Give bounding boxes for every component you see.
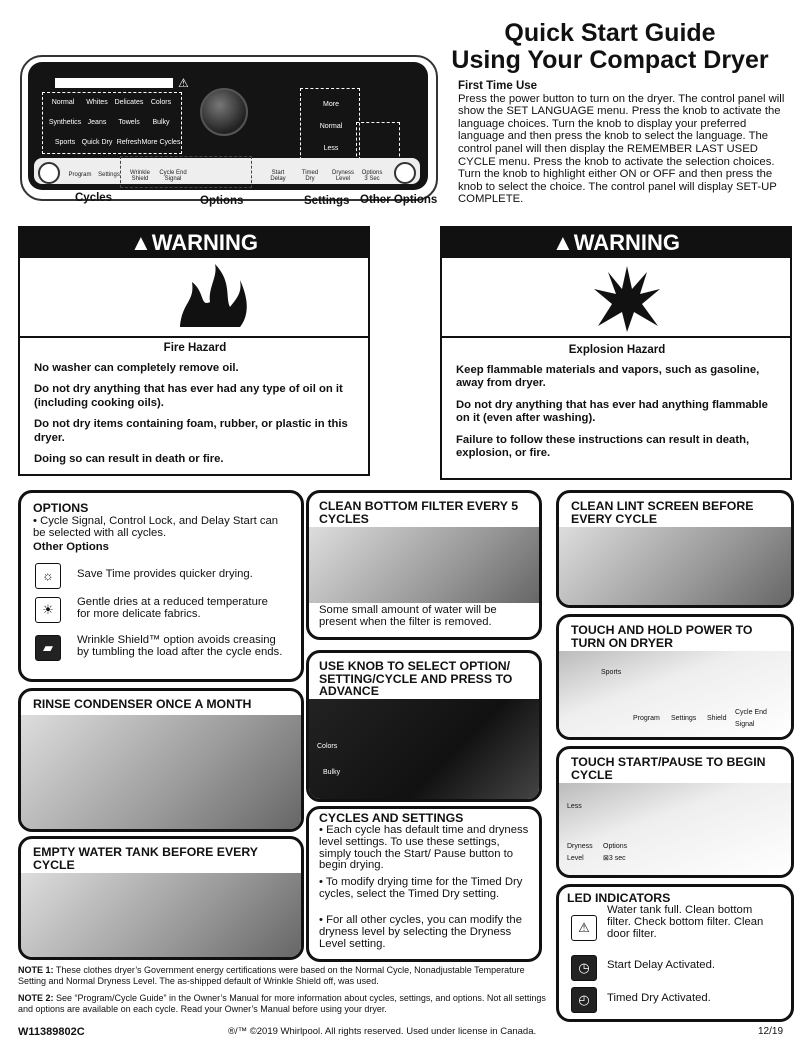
display-screen	[55, 78, 173, 88]
page-title	[430, 20, 790, 74]
cycle-label: Colors	[150, 99, 172, 106]
option-item: Wrinkle Shield™ option avoids creasing by tumbling the load after the cycle ends.	[77, 634, 283, 658]
note-label: NOTE 1:	[18, 965, 54, 975]
settings-bullet: • To modify drying time for the Timed Dry cycles, select the Timed Dry setting.	[319, 876, 523, 900]
note-2	[18, 993, 554, 1014]
dryness-label: Normal	[319, 123, 343, 130]
panel-heading: TOUCH AND HOLD POWER TO TURN ON DRYER	[571, 623, 753, 650]
fire-icon	[170, 262, 250, 332]
panel-heading: OPTIONS	[33, 501, 89, 515]
cycle-label: Towels	[118, 119, 140, 126]
illustration-label: Less	[567, 803, 582, 810]
illustration-label: Sports	[601, 669, 622, 676]
wrinkle-shield-button[interactable]: Wrinkle Shield	[130, 170, 150, 182]
warning-line: Do not dry anything that has ever had any type of oil on it (including cooking oils).	[34, 383, 343, 409]
note-text: These clothes dryer’s Government energy certifications were based on the Normal Cycle, Nonadjustable Temperature Setting and Normal Dryness Level. The as-shipped default of Wrinkle Shield off, was used.	[18, 965, 525, 986]
panel-heading: EMPTY WATER TANK BEFORE EVERY CYCLE	[33, 845, 258, 872]
cycles-settings-panel	[306, 806, 542, 962]
title-line-2: Using Your Compact Dryer	[451, 46, 769, 74]
option-item: Save Time provides quicker drying.	[77, 568, 253, 580]
other-options-label: Other Options	[360, 194, 438, 206]
warning-header: ▲WARNING	[442, 228, 790, 258]
illustration-label: Options ⊠3 sec	[603, 843, 628, 862]
cycle-label: Sports	[54, 139, 76, 146]
part-number: W11389802C	[18, 1026, 85, 1038]
first-time-use-text: Press the power button to turn on the dryer. The control panel will show the SET LANGUAGE menu. Press the knob to activate the language choices. Turn the knob to display your preferred language and then press the knob to select the language. The control panel will then display the REMEMBER LAST USED CYCLE menu. Press the knob to activate the selection choices. Turn the knob to highlight either ON or OFF and then press the knob to select the choice. The control panel will display SET-UP COMPLETE.	[458, 92, 785, 206]
option-item: Gentle dries at a reduced temperature for more delicate fabrics.	[77, 596, 268, 620]
options-bullet: • Cycle Signal, Control Lock, and Delay Start can be selected with all cycles.	[33, 515, 279, 539]
print-date: 12/19	[758, 1026, 784, 1037]
settings-bullet: • For all other cycles, you can modify the dryness level by selecting the Dryness Level setting.	[319, 914, 522, 950]
cycle-label: Bulky	[152, 119, 170, 126]
touch-start-panel	[556, 746, 794, 878]
options-panel	[18, 490, 304, 682]
warning-line: Keep flammable materials and vapors, such as gasoline, away from dryer.	[456, 363, 760, 389]
warning-title: WARNING	[151, 230, 259, 255]
clean-filter-panel	[306, 490, 542, 640]
cycle-end-signal-button[interactable]: Cycle End Signal	[159, 170, 187, 182]
cycle-label: Whites	[86, 99, 108, 106]
panel-heading: RINSE CONDENSER ONCE A MONTH	[33, 697, 252, 711]
touch-power-panel	[556, 614, 794, 740]
dryness-label: More	[323, 101, 339, 108]
rinse-condenser-panel	[18, 688, 304, 832]
hazard-title: Fire Hazard	[163, 342, 227, 354]
cycle-label: Quick Dry	[81, 139, 113, 146]
shirt-icon: ▰	[35, 635, 61, 661]
explosion-warning	[440, 226, 792, 480]
warning-line: Do not dry items containing foam, rubber, or plastic in this dryer.	[34, 418, 348, 444]
panel-heading: CYCLES AND SETTINGS	[319, 811, 464, 825]
warning-title: WARNING	[573, 230, 681, 255]
panel-heading: USE KNOB TO SELECT OPTION/ SETTING/CYCLE AND PRESS TO ADVANCE	[319, 659, 513, 698]
led-item: Start Delay Activated.	[607, 959, 715, 971]
dryness-level-button[interactable]: Dryness Level	[331, 170, 354, 182]
warning-line: Failure to follow these instructions can result in death, explosion, or fire.	[456, 433, 750, 459]
cycle-label: Delicates	[114, 99, 144, 106]
title-line-1: Quick Start Guide	[504, 19, 716, 47]
illustration-label: Bulky	[323, 769, 341, 776]
cycle-label: Jeans	[87, 119, 107, 126]
illustration-label: Program	[633, 715, 660, 722]
panel-heading: CLEAN BOTTOM FILTER EVERY 5 CYCLES	[319, 499, 519, 526]
led-indicators-panel	[556, 884, 794, 1022]
options-button[interactable]: Options 3 Sec	[361, 170, 383, 182]
empty-tank-panel	[18, 836, 304, 960]
clean-lint-panel	[556, 490, 794, 608]
use-knob-panel	[306, 650, 542, 802]
settings-label: Settings	[304, 195, 350, 207]
note-text: See “Program/Cycle Guide” in the Owner’s Manual for more information about cycles, settings, and options. Not all settings and options are available on each cycle. Read your Owner’s Manual before using your dryer.	[18, 993, 546, 1014]
led-item: Timed Dry Activated.	[607, 992, 711, 1004]
illustration-label: Settings	[671, 715, 697, 722]
power-icon[interactable]	[38, 162, 60, 184]
cycles-group	[42, 92, 182, 154]
warning-header: ▲WARNING	[20, 228, 368, 258]
panel-heading: TOUCH START/PAUSE TO BEGIN CYCLE	[571, 755, 766, 782]
other-options-heading: Other Options	[33, 541, 109, 553]
led-item: Water tank full. Clean bottom filter. Check bottom filter. Clean door filter.	[607, 904, 764, 940]
start-pause-icon[interactable]	[394, 162, 416, 184]
warning-line: Do not dry anything that has ever had anything flammable on it (even after washing).	[456, 398, 768, 424]
cycle-label: Refresh	[116, 139, 142, 146]
warning-line: No washer can completely remove oil.	[34, 361, 239, 374]
note-1	[18, 965, 550, 986]
timer-icon: ◴	[571, 987, 597, 1013]
cycle-knob[interactable]	[200, 88, 248, 136]
condenser-illustration	[21, 715, 301, 829]
panel-text: Some small amount of water will be present when the filter is removed.	[319, 604, 497, 628]
panel-heading: LED INDICATORS	[567, 891, 671, 905]
filter-illustration	[309, 527, 539, 603]
explosion-icon	[592, 264, 662, 334]
timed-dry-button[interactable]: Timed Dry	[301, 170, 319, 182]
cycle-label: More Cycles	[141, 139, 181, 146]
illustration-label: Dryness Level	[567, 843, 593, 862]
illustration-label: Colors	[317, 743, 338, 750]
first-time-use	[458, 80, 788, 206]
start-delay-button[interactable]: Start Delay	[270, 170, 286, 182]
note-label: NOTE 2:	[18, 993, 54, 1003]
options-label: Options	[200, 195, 244, 207]
illustration-label: Shield	[707, 715, 727, 722]
options-group	[120, 156, 252, 188]
fire-warning	[18, 226, 370, 476]
warning-line: Doing so can result in death or fire.	[34, 453, 224, 465]
knob-illustration	[309, 699, 539, 799]
settings-bullet: • Each cycle has default time and dryness level settings. To use these settings, simply touch the Start/ Pause button to begin drying.	[319, 824, 529, 872]
hazard-title: Explosion Hazard	[568, 344, 666, 356]
warning-icon: ⚠	[571, 915, 597, 941]
cycles-label: Cycles	[75, 192, 113, 204]
clock-icon: ◷	[571, 955, 597, 981]
sun-low-icon: ☀	[35, 597, 61, 623]
dryness-label: Less	[323, 145, 339, 152]
copyright: ®/™ ©2019 Whirlpool. All rights reserved. Used under license in Canada.	[228, 1026, 537, 1037]
panel-heading: CLEAN LINT SCREEN BEFORE EVERY CYCLE	[571, 499, 754, 526]
sun-bright-icon: ☼	[35, 563, 61, 589]
lint-screen-illustration	[559, 527, 791, 605]
illustration-label: Cycle End Signal	[735, 709, 767, 728]
water-tank-illustration	[21, 873, 301, 957]
warning-icon: ⚠	[178, 76, 189, 90]
cycle-label: Synthetics	[48, 119, 82, 126]
first-time-use-heading: First Time Use	[458, 80, 538, 92]
cycle-label: Normal	[51, 99, 75, 106]
program-button[interactable]: Program	[68, 172, 92, 178]
settings-button[interactable]: Settings	[98, 172, 120, 178]
